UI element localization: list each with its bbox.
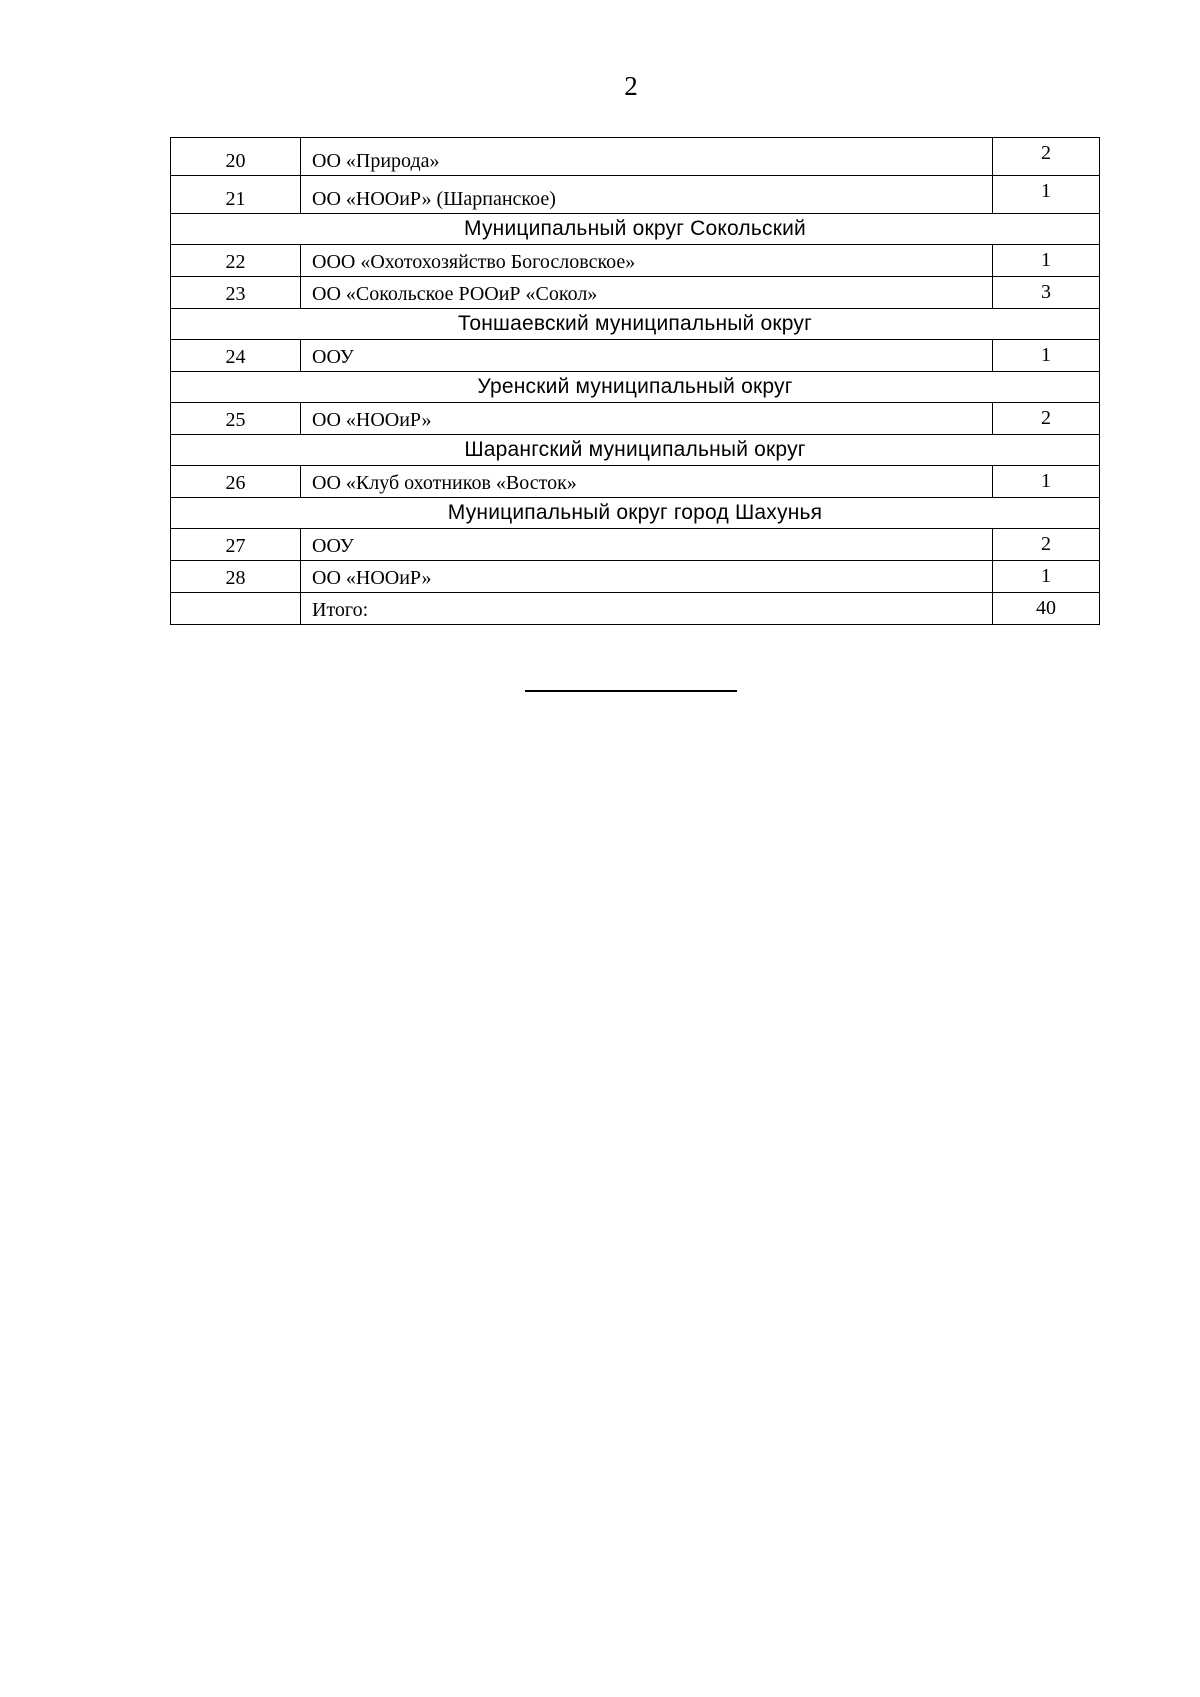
table-row [171,245,1100,277]
row-number-cell: 24 [171,340,301,372]
page-number: 2 [624,71,638,101]
table-row [171,176,1100,214]
organization-name-cell: ООУ [301,340,993,372]
section-title: Муниципальный округ город Шахунья [171,498,1100,529]
row-number-cell: 26 [171,466,301,498]
organization-name-cell: ООУ [301,529,993,561]
total-count-cell: 40 [993,593,1100,625]
section-title: Тоншаевский муниципальный округ [171,309,1100,340]
table-row [171,340,1100,372]
organizations-table [170,137,1100,625]
total-row [171,593,1100,625]
row-number-cell: 23 [171,277,301,309]
section-title: Шарангский муниципальный округ [171,435,1100,466]
section-header-row [171,214,1100,245]
count-cell: 2 [993,529,1100,561]
section-header-row [171,435,1100,466]
organization-name-cell: ОО «НООиР» [301,403,993,435]
count-cell: 1 [993,466,1100,498]
organization-name-cell: ОО «Сокольское РООиР «Сокол» [301,277,993,309]
count-cell: 3 [993,277,1100,309]
table-row [171,466,1100,498]
row-number-cell: 22 [171,245,301,277]
section-title: Муниципальный округ Сокольский [171,214,1100,245]
count-cell: 1 [993,561,1100,593]
table-row [171,138,1100,176]
organization-name-cell: ОО «НООиР» [301,561,993,593]
organization-name-cell: ОО «Клуб охотников «Восток» [301,466,993,498]
row-number-cell: 28 [171,561,301,593]
table-body [171,138,1100,625]
section-header-row [171,309,1100,340]
section-header-row [171,372,1100,403]
count-cell: 1 [993,245,1100,277]
table-row [171,277,1100,309]
row-number-cell [171,593,301,625]
end-rule [525,690,737,692]
table-row [171,529,1100,561]
count-cell: 1 [993,176,1100,214]
organization-name-cell: ОО «НООиР» (Шарпанское) [301,176,993,214]
count-cell: 1 [993,340,1100,372]
count-cell: 2 [993,138,1100,176]
section-header-row [171,498,1100,529]
organization-name-cell: ООО «Охотохозяйство Богословское» [301,245,993,277]
row-number-cell: 25 [171,403,301,435]
count-cell: 2 [993,403,1100,435]
row-number-cell: 27 [171,529,301,561]
row-number-cell: 20 [171,138,301,176]
section-title: Уренский муниципальный округ [171,372,1100,403]
table-row [171,403,1100,435]
total-label-cell: Итого: [301,593,993,625]
organization-name-cell: ОО «Природа» [301,138,993,176]
row-number-cell: 21 [171,176,301,214]
table-row [171,561,1100,593]
